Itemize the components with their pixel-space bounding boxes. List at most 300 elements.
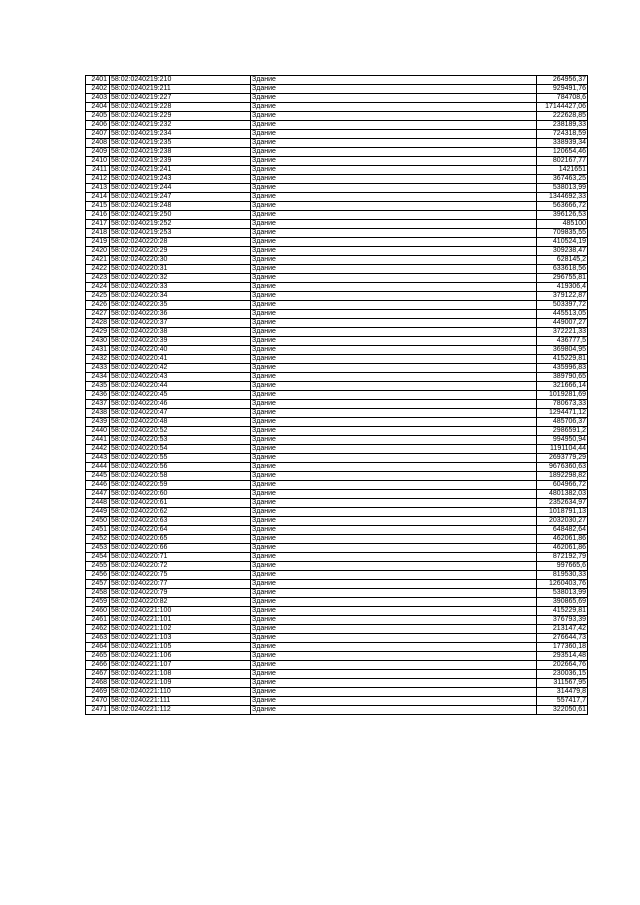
table-row (86, 508, 588, 517)
cadastral-number-cell: 58:02:0240219:239 (110, 157, 251, 166)
table-row (86, 373, 588, 382)
row-number-cell: 2409 (86, 148, 110, 157)
object-type-cell: Здание (251, 706, 537, 715)
table-row (86, 445, 588, 454)
cadastral-number-cell: 58:02:0240219:247 (110, 193, 251, 202)
cadastral-number-cell: 58:02:0240220:55 (110, 454, 251, 463)
cadastral-number-cell: 58:02:0240219:244 (110, 184, 251, 193)
table-row (86, 166, 588, 175)
object-type-cell: Здание (251, 535, 537, 544)
cadastral-value-cell: 563666,72 (537, 202, 588, 211)
table-row (86, 391, 588, 400)
table-row (86, 589, 588, 598)
object-type-cell: Здание (251, 463, 537, 472)
cadastral-value-cell: 238189,33 (537, 121, 588, 130)
object-type-cell: Здание (251, 301, 537, 310)
row-number-cell: 2453 (86, 544, 110, 553)
table-row (86, 103, 588, 112)
table-row (86, 184, 588, 193)
cadastral-number-cell: 58:02:0240220:77 (110, 580, 251, 589)
cadastral-number-cell: 58:02:0240221:100 (110, 607, 251, 616)
cadastral-value-cell: 724318,59 (537, 130, 588, 139)
table-row (86, 328, 588, 337)
cadastral-number-cell: 58:02:0240219:227 (110, 94, 251, 103)
object-type-cell: Здание (251, 580, 537, 589)
row-number-cell: 2442 (86, 445, 110, 454)
row-number-cell: 2414 (86, 193, 110, 202)
row-number-cell: 2403 (86, 94, 110, 103)
cadastral-number-cell: 58:02:0240220:59 (110, 481, 251, 490)
object-type-cell: Здание (251, 481, 537, 490)
row-number-cell: 2457 (86, 580, 110, 589)
cadastral-number-cell: 58:02:0240220:82 (110, 598, 251, 607)
cadastral-number-cell: 58:02:0240221:112 (110, 706, 251, 715)
row-number-cell: 2455 (86, 562, 110, 571)
row-number-cell: 2464 (86, 643, 110, 652)
row-number-cell: 2417 (86, 220, 110, 229)
table-row (86, 598, 588, 607)
table-row (86, 427, 588, 436)
table-row (86, 688, 588, 697)
cadastral-value-cell: 1421651 (537, 166, 588, 175)
cadastral-number-cell: 58:02:0240219:234 (110, 130, 251, 139)
cadastral-number-cell: 58:02:0240220:45 (110, 391, 251, 400)
object-type-cell: Здание (251, 274, 537, 283)
table-row (86, 652, 588, 661)
object-type-cell: Здание (251, 697, 537, 706)
table-row (86, 193, 588, 202)
cadastral-value-cell: 2986591,2 (537, 427, 588, 436)
object-type-cell: Здание (251, 391, 537, 400)
cadastral-number-cell: 58:02:0240220:58 (110, 472, 251, 481)
cadastral-number-cell: 58:02:0240221:102 (110, 625, 251, 634)
row-number-cell: 2447 (86, 490, 110, 499)
cadastral-value-cell: 1294471,12 (537, 409, 588, 418)
object-type-cell: Здание (251, 355, 537, 364)
table-row (86, 400, 588, 409)
row-number-cell: 2423 (86, 274, 110, 283)
row-number-cell: 2445 (86, 472, 110, 481)
table-row (86, 283, 588, 292)
cadastral-number-cell: 58:02:0240220:37 (110, 319, 251, 328)
cadastral-value-cell: 369804,95 (537, 346, 588, 355)
cadastral-number-cell: 58:02:0240220:39 (110, 337, 251, 346)
cadastral-number-cell: 58:02:0240220:33 (110, 283, 251, 292)
cadastral-value-cell: 1018791,13 (537, 508, 588, 517)
cadastral-value-cell: 1191104,44 (537, 445, 588, 454)
object-type-cell: Здание (251, 337, 537, 346)
row-number-cell: 2449 (86, 508, 110, 517)
row-number-cell: 2430 (86, 337, 110, 346)
cadastral-value-cell: 321666,14 (537, 382, 588, 391)
row-number-cell: 2471 (86, 706, 110, 715)
cadastral-number-cell: 58:02:0240220:65 (110, 535, 251, 544)
object-type-cell: Здание (251, 409, 537, 418)
cadastral-value-cell: 462061,86 (537, 535, 588, 544)
cadastral-number-cell: 58:02:0240220:53 (110, 436, 251, 445)
object-type-cell: Здание (251, 508, 537, 517)
cadastral-value-cell: 276644,73 (537, 634, 588, 643)
object-type-cell: Здание (251, 310, 537, 319)
cadastral-value-cell: 2352634,97 (537, 499, 588, 508)
cadastral-value-cell: 338939,34 (537, 139, 588, 148)
cadastral-number-cell: 58:02:0240220:41 (110, 355, 251, 364)
row-number-cell: 2443 (86, 454, 110, 463)
cadastral-value-cell: 415229,81 (537, 607, 588, 616)
cadastral-value-cell: 2032030,27 (537, 517, 588, 526)
cadastral-value-cell: 17144427,06 (537, 103, 588, 112)
row-number-cell: 2428 (86, 319, 110, 328)
cadastral-value-cell: 372221,33 (537, 328, 588, 337)
object-type-cell: Здание (251, 328, 537, 337)
table-row (86, 562, 588, 571)
table-row (86, 409, 588, 418)
object-type-cell: Здание (251, 121, 537, 130)
cadastral-value-cell: 997665,6 (537, 562, 588, 571)
cadastral-value-cell: 538013,99 (537, 589, 588, 598)
cadastral-value-cell: 538013,99 (537, 184, 588, 193)
object-type-cell: Здание (251, 184, 537, 193)
cadastral-number-cell: 58:02:0240220:63 (110, 517, 251, 526)
row-number-cell: 2429 (86, 328, 110, 337)
row-number-cell: 2437 (86, 400, 110, 409)
cadastral-number-cell: 58:02:0240220:61 (110, 499, 251, 508)
table-row (86, 706, 588, 715)
cadastral-number-cell: 58:02:0240221:107 (110, 661, 251, 670)
cadastral-value-cell: 1892298,82 (537, 472, 588, 481)
object-type-cell: Здание (251, 499, 537, 508)
row-number-cell: 2458 (86, 589, 110, 598)
cadastral-value-cell: 557417,7 (537, 697, 588, 706)
cadastral-value-cell: 449007,27 (537, 319, 588, 328)
row-number-cell: 2436 (86, 391, 110, 400)
table-row (86, 274, 588, 283)
object-type-cell: Здание (251, 544, 537, 553)
cadastral-value-cell: 872192,79 (537, 553, 588, 562)
table-row (86, 454, 588, 463)
cadastral-value-cell: 230036,15 (537, 670, 588, 679)
cadastral-value-cell: 633618,56 (537, 265, 588, 274)
cadastral-number-cell: 58:02:0240220:71 (110, 553, 251, 562)
object-type-cell: Здание (251, 445, 537, 454)
object-type-cell: Здание (251, 490, 537, 499)
cadastral-value-cell: 222628,85 (537, 112, 588, 121)
object-type-cell: Здание (251, 652, 537, 661)
table-row (86, 553, 588, 562)
row-number-cell: 2419 (86, 238, 110, 247)
object-type-cell: Здание (251, 292, 537, 301)
object-type-cell: Здание (251, 661, 537, 670)
cadastral-value-cell: 709835,55 (537, 229, 588, 238)
cadastral-value-cell: 419306,4 (537, 283, 588, 292)
row-number-cell: 2441 (86, 436, 110, 445)
cadastral-value-cell: 503397,72 (537, 301, 588, 310)
object-type-cell: Здание (251, 130, 537, 139)
row-number-cell: 2432 (86, 355, 110, 364)
cadastral-value-cell: 379122,87 (537, 292, 588, 301)
cadastral-number-cell: 58:02:0240220:47 (110, 409, 251, 418)
cadastral-number-cell: 58:02:0240219:243 (110, 175, 251, 184)
table-row (86, 301, 588, 310)
row-number-cell: 2450 (86, 517, 110, 526)
cadastral-value-cell: 367463,25 (537, 175, 588, 184)
cadastral-number-cell: 58:02:0240220:35 (110, 301, 251, 310)
cadastral-number-cell: 58:02:0240220:60 (110, 490, 251, 499)
cadastral-number-cell: 58:02:0240220:31 (110, 265, 251, 274)
cadastral-number-cell: 58:02:0240221:101 (110, 616, 251, 625)
cadastral-value-cell: 322050,61 (537, 706, 588, 715)
cadastral-value-cell: 485100 (537, 220, 588, 229)
cadastral-number-cell: 58:02:0240220:43 (110, 373, 251, 382)
table-row (86, 310, 588, 319)
row-number-cell: 2427 (86, 310, 110, 319)
row-number-cell: 2467 (86, 670, 110, 679)
cadastral-value-cell: 389790,65 (537, 373, 588, 382)
row-number-cell: 2439 (86, 418, 110, 427)
table-row (86, 148, 588, 157)
object-type-cell: Здание (251, 76, 537, 85)
cadastral-value-cell: 435996,83 (537, 364, 588, 373)
cadastral-value-cell: 202664,76 (537, 661, 588, 670)
object-type-cell: Здание (251, 625, 537, 634)
table-row (86, 463, 588, 472)
property-table-body (86, 76, 588, 715)
object-type-cell: Здание (251, 688, 537, 697)
object-type-cell: Здание (251, 562, 537, 571)
row-number-cell: 2468 (86, 679, 110, 688)
object-type-cell: Здание (251, 256, 537, 265)
row-number-cell: 2434 (86, 373, 110, 382)
table-row (86, 121, 588, 130)
cadastral-value-cell: 309238,47 (537, 247, 588, 256)
table-row (86, 337, 588, 346)
object-type-cell: Здание (251, 526, 537, 535)
cadastral-number-cell: 58:02:0240219:232 (110, 121, 251, 130)
row-number-cell: 2446 (86, 481, 110, 490)
row-number-cell: 2451 (86, 526, 110, 535)
cadastral-value-cell: 819530,33 (537, 571, 588, 580)
object-type-cell: Здание (251, 220, 537, 229)
cadastral-value-cell: 485706,37 (537, 418, 588, 427)
cadastral-number-cell: 58:02:0240220:29 (110, 247, 251, 256)
table-row (86, 175, 588, 184)
cadastral-number-cell: 58:02:0240220:79 (110, 589, 251, 598)
row-number-cell: 2405 (86, 112, 110, 121)
object-type-cell: Здание (251, 103, 537, 112)
cadastral-number-cell: 58:02:0240221:103 (110, 634, 251, 643)
cadastral-value-cell: 929491,76 (537, 85, 588, 94)
cadastral-value-cell: 264956,37 (537, 76, 588, 85)
cadastral-number-cell: 58:02:0240219:228 (110, 103, 251, 112)
cadastral-number-cell: 58:02:0240219:252 (110, 220, 251, 229)
row-number-cell: 2465 (86, 652, 110, 661)
object-type-cell: Здание (251, 607, 537, 616)
cadastral-number-cell: 58:02:0240219:235 (110, 139, 251, 148)
object-type-cell: Здание (251, 382, 537, 391)
cadastral-value-cell: 376793,39 (537, 616, 588, 625)
row-number-cell: 2470 (86, 697, 110, 706)
object-type-cell: Здание (251, 247, 537, 256)
table-row (86, 535, 588, 544)
row-number-cell: 2411 (86, 166, 110, 175)
table-row (86, 616, 588, 625)
row-number-cell: 2404 (86, 103, 110, 112)
cadastral-number-cell: 58:02:0240220:34 (110, 292, 251, 301)
object-type-cell: Здание (251, 211, 537, 220)
cadastral-number-cell: 58:02:0240221:109 (110, 679, 251, 688)
cadastral-number-cell: 58:02:0240220:46 (110, 400, 251, 409)
cadastral-value-cell: 296755,81 (537, 274, 588, 283)
table-row (86, 382, 588, 391)
row-number-cell: 2466 (86, 661, 110, 670)
table-row (86, 202, 588, 211)
row-number-cell: 2459 (86, 598, 110, 607)
row-number-cell: 2448 (86, 499, 110, 508)
cadastral-value-cell: 780673,33 (537, 400, 588, 409)
table-row (86, 607, 588, 616)
object-type-cell: Здание (251, 319, 537, 328)
cadastral-number-cell: 58:02:0240219:210 (110, 76, 251, 85)
cadastral-number-cell: 58:02:0240221:110 (110, 688, 251, 697)
table-row (86, 517, 588, 526)
row-number-cell: 2463 (86, 634, 110, 643)
object-type-cell: Здание (251, 679, 537, 688)
row-number-cell: 2438 (86, 409, 110, 418)
table-row (86, 472, 588, 481)
row-number-cell: 2415 (86, 202, 110, 211)
row-number-cell: 2406 (86, 121, 110, 130)
object-type-cell: Здание (251, 634, 537, 643)
row-number-cell: 2431 (86, 346, 110, 355)
cadastral-value-cell: 784708,6 (537, 94, 588, 103)
object-type-cell: Здание (251, 589, 537, 598)
cadastral-number-cell: 58:02:0240220:28 (110, 238, 251, 247)
row-number-cell: 2424 (86, 283, 110, 292)
table-row (86, 544, 588, 553)
cadastral-number-cell: 58:02:0240220:62 (110, 508, 251, 517)
table-row (86, 229, 588, 238)
object-type-cell: Здание (251, 517, 537, 526)
cadastral-number-cell: 58:02:0240221:111 (110, 697, 251, 706)
row-number-cell: 2408 (86, 139, 110, 148)
property-table (85, 75, 588, 715)
cadastral-value-cell: 1344692,33 (537, 193, 588, 202)
cadastral-value-cell: 802167,77 (537, 157, 588, 166)
cadastral-value-cell: 311567,95 (537, 679, 588, 688)
cadastral-number-cell: 58:02:0240220:38 (110, 328, 251, 337)
object-type-cell: Здание (251, 643, 537, 652)
cadastral-value-cell: 436777,5 (537, 337, 588, 346)
object-type-cell: Здание (251, 193, 537, 202)
table-row (86, 265, 588, 274)
cadastral-value-cell: 120654,46 (537, 148, 588, 157)
object-type-cell: Здание (251, 265, 537, 274)
cadastral-number-cell: 58:02:0240220:54 (110, 445, 251, 454)
row-number-cell: 2413 (86, 184, 110, 193)
object-type-cell: Здание (251, 85, 537, 94)
table-row (86, 157, 588, 166)
object-type-cell: Здание (251, 157, 537, 166)
row-number-cell: 2407 (86, 130, 110, 139)
cadastral-number-cell: 58:02:0240221:108 (110, 670, 251, 679)
table-row (86, 256, 588, 265)
object-type-cell: Здание (251, 283, 537, 292)
cadastral-number-cell: 58:02:0240219:241 (110, 166, 251, 175)
table-row (86, 625, 588, 634)
row-number-cell: 2425 (86, 292, 110, 301)
object-type-cell: Здание (251, 400, 537, 409)
table-row (86, 355, 588, 364)
table-row (86, 679, 588, 688)
cadastral-value-cell: 314479,8 (537, 688, 588, 697)
object-type-cell: Здание (251, 139, 537, 148)
cadastral-number-cell: 58:02:0240219:229 (110, 112, 251, 121)
row-number-cell: 2426 (86, 301, 110, 310)
cadastral-number-cell: 58:02:0240219:248 (110, 202, 251, 211)
cadastral-number-cell: 58:02:0240220:64 (110, 526, 251, 535)
table-row (86, 418, 588, 427)
cadastral-value-cell: 410524,19 (537, 238, 588, 247)
row-number-cell: 2412 (86, 175, 110, 184)
cadastral-number-cell: 58:02:0240221:106 (110, 652, 251, 661)
cadastral-value-cell: 1019281,69 (537, 391, 588, 400)
object-type-cell: Здание (251, 670, 537, 679)
cadastral-number-cell: 58:02:0240220:72 (110, 562, 251, 571)
table-row (86, 643, 588, 652)
table-row (86, 670, 588, 679)
table-row (86, 436, 588, 445)
row-number-cell: 2462 (86, 625, 110, 634)
table-row (86, 85, 588, 94)
object-type-cell: Здание (251, 454, 537, 463)
row-number-cell: 2401 (86, 76, 110, 85)
table-row (86, 94, 588, 103)
cadastral-number-cell: 58:02:0240220:56 (110, 463, 251, 472)
table-row (86, 490, 588, 499)
row-number-cell: 2460 (86, 607, 110, 616)
cadastral-number-cell: 58:02:0240219:238 (110, 148, 251, 157)
table-row (86, 139, 588, 148)
table-row (86, 364, 588, 373)
cadastral-value-cell: 213147,42 (537, 625, 588, 634)
row-number-cell: 2416 (86, 211, 110, 220)
cadastral-number-cell: 58:02:0240220:42 (110, 364, 251, 373)
table-row (86, 112, 588, 121)
object-type-cell: Здание (251, 427, 537, 436)
cadastral-value-cell: 2693779,29 (537, 454, 588, 463)
object-type-cell: Здание (251, 202, 537, 211)
table-row (86, 634, 588, 643)
object-type-cell: Здание (251, 94, 537, 103)
row-number-cell: 2469 (86, 688, 110, 697)
row-number-cell: 2422 (86, 265, 110, 274)
cadastral-value-cell: 4801382,03 (537, 490, 588, 499)
table-row (86, 238, 588, 247)
object-type-cell: Здание (251, 472, 537, 481)
cadastral-number-cell: 58:02:0240220:48 (110, 418, 251, 427)
table-row (86, 211, 588, 220)
object-type-cell: Здание (251, 553, 537, 562)
object-type-cell: Здание (251, 229, 537, 238)
cadastral-number-cell: 58:02:0240220:32 (110, 274, 251, 283)
table-row (86, 247, 588, 256)
cadastral-value-cell: 415229,81 (537, 355, 588, 364)
object-type-cell: Здание (251, 571, 537, 580)
table-row (86, 346, 588, 355)
object-type-cell: Здание (251, 598, 537, 607)
cadastral-value-cell: 396126,53 (537, 211, 588, 220)
object-type-cell: Здание (251, 436, 537, 445)
